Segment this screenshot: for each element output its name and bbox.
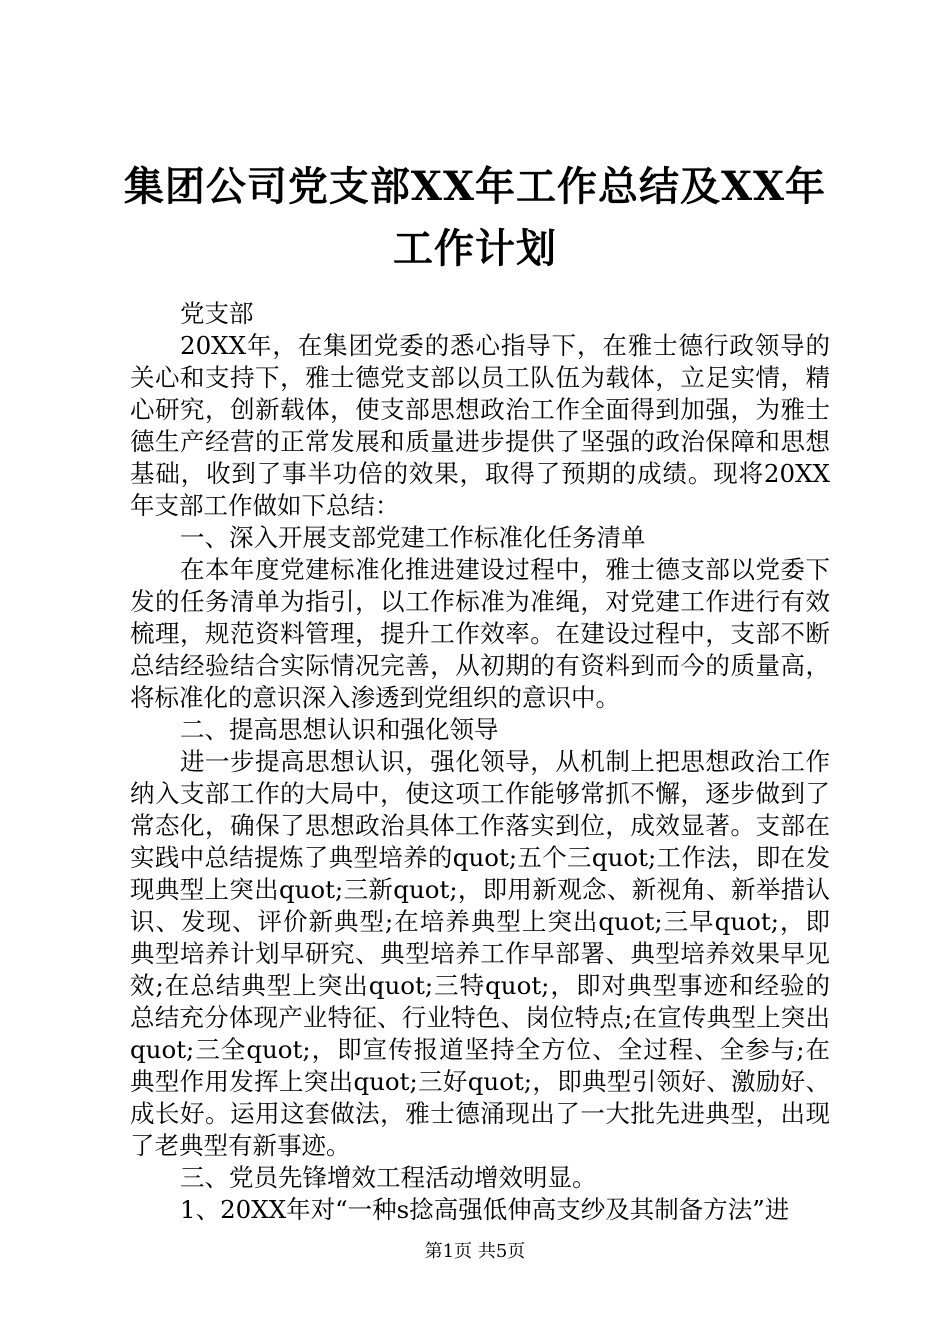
paragraph-addressee: 党支部 [180, 299, 254, 328]
section-heading-3: 三、党员先锋增效工程活动增效明显。 [180, 1163, 597, 1192]
document-title: 集团公司党支部XX年工作总结及XX年工作计划 [123, 163, 827, 272]
paragraph-intro: 20XX年，在集团党委的悉心指导下，在雅士德行政领导的关心和支持下，雅士德党支部以员工队伍为载体，立足实情，精心研究，创新载体，使支部思想政治工作全面得到加强，为雅士德生产经营的正常发展和质量进步提供了坚强的政治保障和思想基础，收到了事半功倍的效果，取得了预期的成绩。现将20XX年支部工作做如下总结： [130, 331, 830, 520]
section-heading-2: 二、提高思想认识和强化领导 [180, 715, 499, 744]
paragraph-section-1: 在本年度党建标准化推进建设过程中，雅士德支部以党委下发的任务清单为指引，以工作标准为准绳，对党建工作进行有效梳理，规范资料管理，提升工作效率。在建设过程中，支部不断总结经验结合实际情况完善，从初期的有资料到而今的质量高，将标准化的意识深入渗透到党组织的意识中。 [130, 555, 830, 712]
page-footer: 第1页 共5页 [424, 1241, 526, 1262]
paragraph-section-3-item-1: 1、20XX年对“一种s捻高强低伸高支纱及其制备方法”进 [180, 1195, 790, 1224]
paragraph-section-2: 进一步提高思想认识，强化领导，从机制上把思想政治工作纳入支部工作的大局中，使这项工作能够常抓不懈，逐步做到了常态化，确保了思想政治具体工作落实到位，成效显著。支部在实践中总结提炼了典型培养的quot;五个三quot;工作法，即在发现典型上突出quot;三新quot;，即用新观念、新视角、新举措认识、发现、评价新典型;在培养典型上突出quot;三早quot;，即典型培养计划早研究、典型培养工作早部署、典型培养效果早见效;在总结典型上突出quot;三特quot;，即对典型事迹和经验的总结充分体现产业特征、行业特色、岗位特点;在宣传典型上突出quot;三全quot;，即宣传报道坚持全方位、全过程、全参与;在典型作用发挥上突出quot;三好quot;，即典型引领好、激励好、成长好。运用这套做法，雅士德涌现出了一大批先进典型，出现了老典型有新事迹。 [130, 747, 830, 1160]
section-heading-1: 一、深入开展支部党建工作标准化任务清单 [180, 523, 646, 552]
document-body [130, 298, 830, 1226]
